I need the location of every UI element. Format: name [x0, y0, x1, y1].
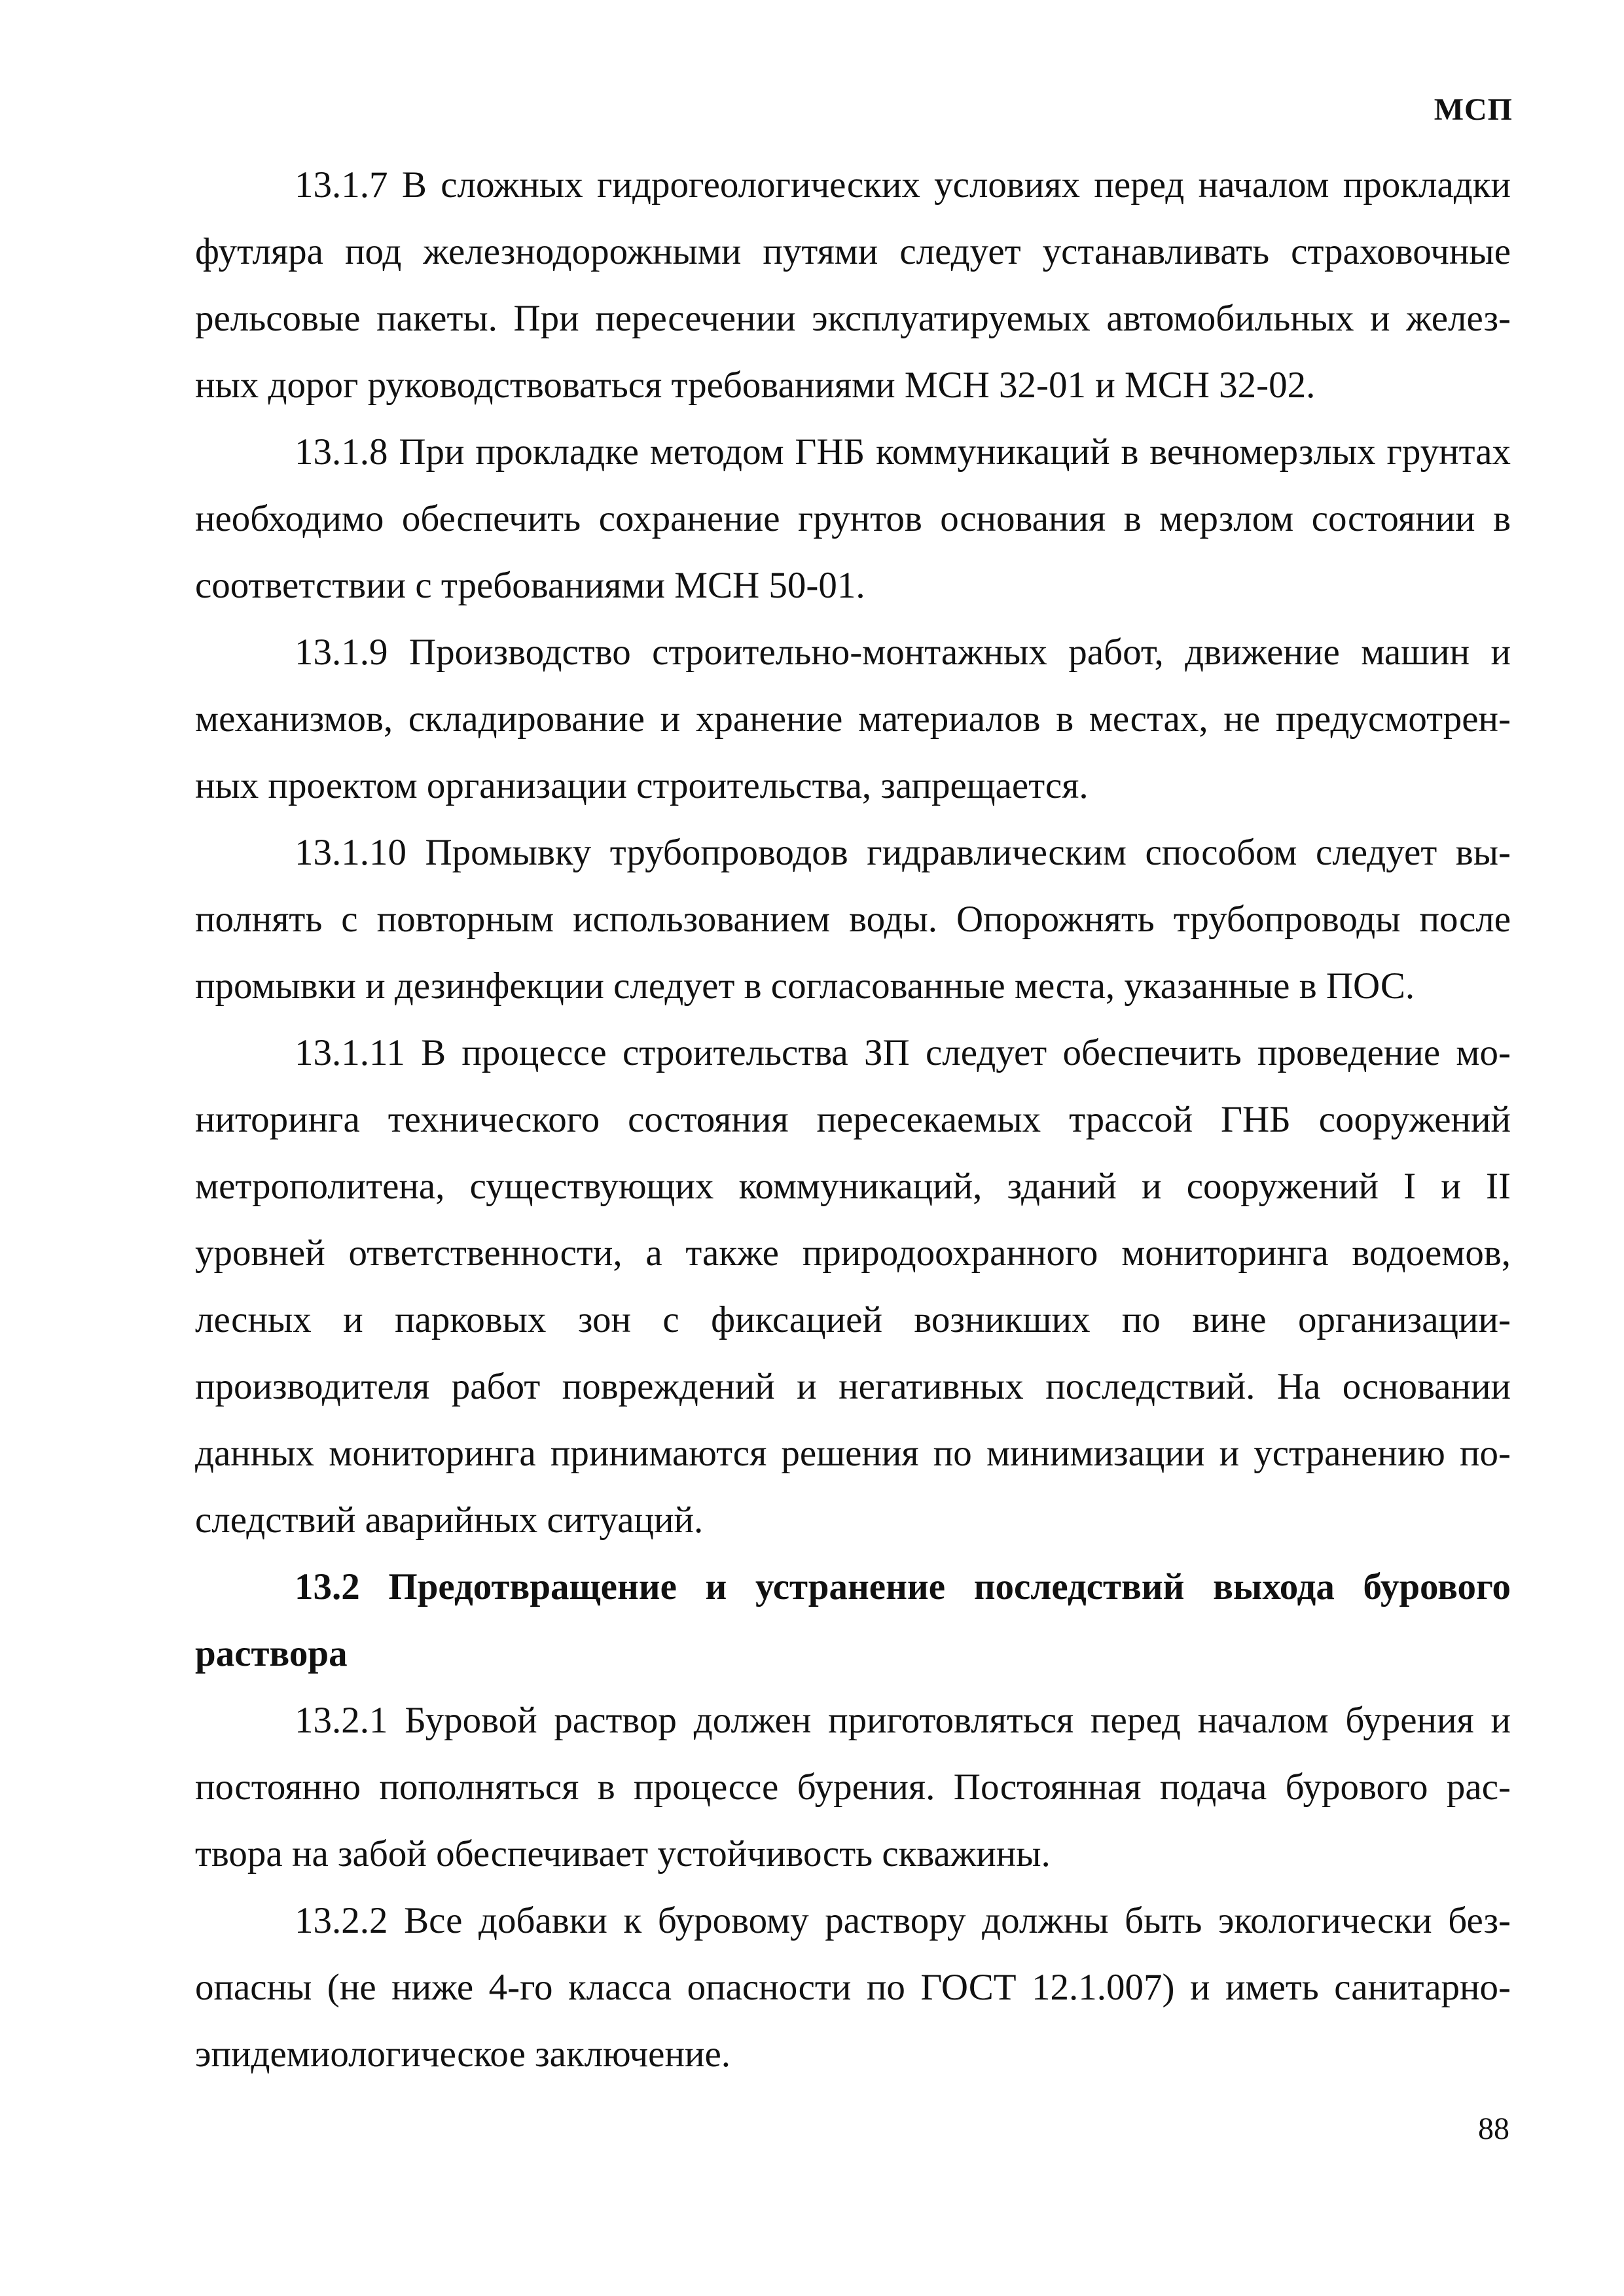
paragraph-13-1-11: 13.1.11 В процессе строительства ЗП следует обеспечить проведение мониторинга технического состояния пересекаемых трассой ГНБ сооружений метрополитена, существующих коммуникаций, зданий и сооружений I и II уровней ответственности, а также природоохранного мониторинга водоемов, лесных и парковых зон с фиксацией возникших по вине организации-производителя работ повреждений и негативных последствий. На основании данных мониторинга принимаются решения по минимизации и устранению последствий аварийных ситуаций. — [195, 1032, 1511, 1541]
paragraph-13-1-7: 13.1.7 В сложных гидрогеологических условиях перед началом прокладки футляра под железнодорожными путями следует устанавливать страховочные рельсовые пакеты. При пересечении эксплуатируемых автомобильных и железных дорог руководствоваться требованиями МСН 32-01 и МСН 32-02. — [195, 164, 1511, 406]
document-code-header: МСП — [1434, 92, 1513, 127]
paragraph-13-1-8: 13.1.8 При прокладке методом ГНБ коммуникаций в вечномерзлых грунтах необходимо обеспечить сохранение грунтов основания в мерзлом состоянии в соответствии с требованиями МСН 50-01. — [195, 431, 1511, 606]
page-number: 88 — [1478, 2111, 1509, 2146]
section-heading-13-2: 13.2 Предотвращение и устранение последствий выхода бурового раствора — [195, 1566, 1511, 1674]
paragraph-13-1-9: 13.1.9 Производство строительно-монтажных работ, движение машин и механизмов, складирование и хранение материалов в местах, не предусмотренных проектом организации строительства, запрещается. — [195, 632, 1511, 806]
paragraph-13-2-1: 13.2.1 Буровой раствор должен приготовляться перед началом бурения и постоянно пополняться в процессе бурения. Постоянная подача бурового раствора на забой обеспечивает устойчивость скважины. — [195, 1700, 1511, 1874]
paragraph-13-1-10: 13.1.10 Промывку трубопроводов гидравлическим способом следует выполнять с повторным использованием воды. Опорожнять трубопроводы после промывки и дезинфекции следует в согласованные места, указанные в ПОС. — [195, 832, 1511, 1007]
document-body — [195, 152, 1511, 2088]
paragraph-13-2-2: 13.2.2 Все добавки к буровому раствору должны быть экологически безопасны (не ниже 4-го класса опасности по ГОСТ 12.1.007) и иметь санитарно-эпидемиологическое заключение. — [195, 1900, 1511, 2075]
